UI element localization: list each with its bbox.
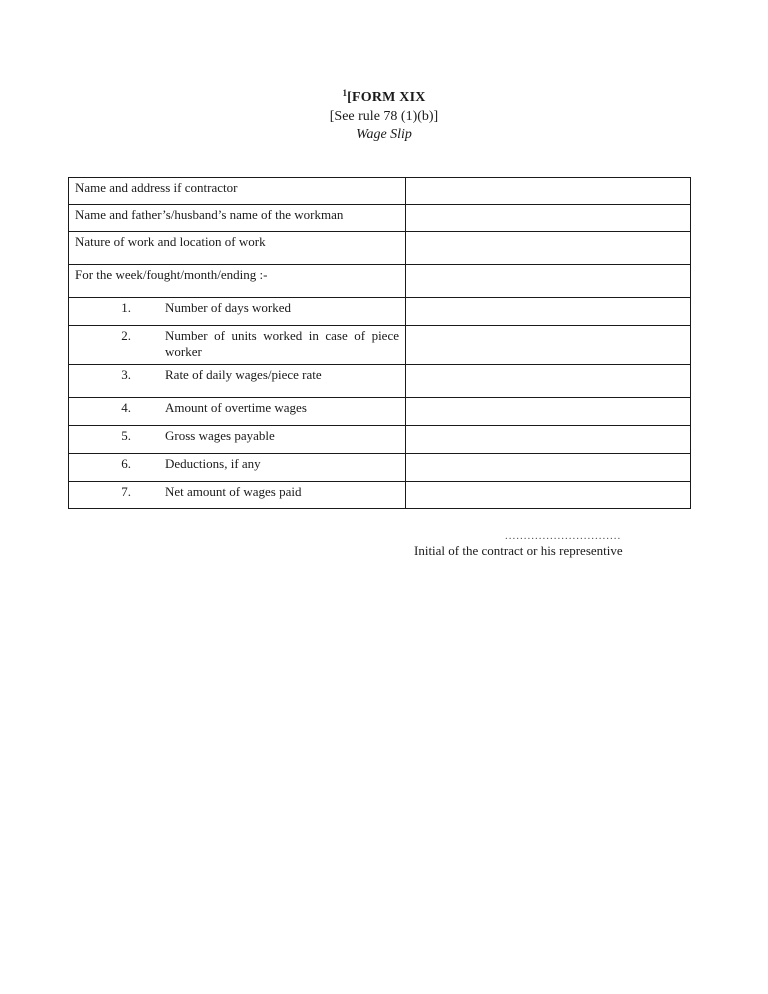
item-number: 6. xyxy=(121,456,131,471)
item-number: 2. xyxy=(121,328,131,343)
row-label: Name and address if contractor xyxy=(75,180,238,195)
item-label: Number of days worked xyxy=(165,300,291,315)
row-value-cell[interactable] xyxy=(406,232,691,265)
item-label-cell xyxy=(69,454,406,482)
item-number: 7. xyxy=(121,484,131,499)
form-title xyxy=(0,88,768,108)
row-label: For the week/fought/month/ending :- xyxy=(75,267,268,282)
item-number: 4. xyxy=(121,400,131,415)
table-row-nature-of-work xyxy=(69,232,691,265)
item-value-cell[interactable] xyxy=(406,426,691,454)
table-row-workman xyxy=(69,205,691,232)
item-label: Number of units worked in case of piece worker xyxy=(165,328,399,359)
item-label: Amount of overtime wages xyxy=(165,400,307,415)
row-label: Nature of work and location of work xyxy=(75,234,266,249)
item-label-cell xyxy=(69,398,406,426)
item-value-cell[interactable] xyxy=(406,326,691,365)
item-value xyxy=(406,426,690,428)
item-number: 1. xyxy=(121,300,131,315)
table-row-item-2 xyxy=(69,326,691,365)
signature-label: Initial of the contract or his representive xyxy=(414,543,623,558)
item-label-cell xyxy=(69,365,406,398)
item-value-cell[interactable] xyxy=(406,454,691,482)
row-value xyxy=(406,232,690,234)
row-value xyxy=(406,265,690,267)
item-number: 5. xyxy=(121,428,131,443)
item-value xyxy=(406,365,690,367)
table-row-item-7 xyxy=(69,482,691,509)
table-row-item-3 xyxy=(69,365,691,398)
item-label: Rate of daily wages/piece rate xyxy=(165,367,322,382)
item-value xyxy=(406,398,690,400)
item-label-cell xyxy=(69,482,406,509)
row-value xyxy=(406,178,690,180)
row-value-cell[interactable] xyxy=(406,178,691,205)
item-label-cell xyxy=(69,426,406,454)
item-value xyxy=(406,326,690,328)
item-value-cell[interactable] xyxy=(406,365,691,398)
row-value-cell[interactable] xyxy=(406,205,691,232)
item-label-cell xyxy=(69,326,406,365)
table-row-contractor xyxy=(69,178,691,205)
item-value-cell[interactable] xyxy=(406,482,691,509)
row-label-cell xyxy=(69,205,406,232)
row-label-cell xyxy=(69,178,406,205)
row-label-cell xyxy=(69,232,406,265)
item-number: 3. xyxy=(121,367,131,382)
item-value-cell[interactable] xyxy=(406,298,691,326)
table-row-period xyxy=(69,265,691,298)
row-label-cell xyxy=(69,265,406,298)
item-label: Net amount of wages paid xyxy=(165,484,302,499)
form-title-text: [FORM XIX xyxy=(347,90,426,105)
rule-reference: [See rule 78 (1)(b)] xyxy=(329,109,439,124)
item-value xyxy=(406,454,690,456)
row-label: Name and father’s/husband’s name of the workman xyxy=(75,207,344,222)
wage-slip-table xyxy=(68,177,691,509)
form-header xyxy=(0,88,768,144)
footnote-marker: 1 xyxy=(342,88,348,98)
item-value-cell[interactable] xyxy=(406,398,691,426)
form-caption: Wage Slip xyxy=(356,127,412,142)
table-row-item-4 xyxy=(69,398,691,426)
row-value xyxy=(406,205,690,207)
item-label: Gross wages payable xyxy=(165,428,275,443)
table-row-item-6 xyxy=(69,454,691,482)
row-value-cell[interactable] xyxy=(406,265,691,298)
table-row-item-1 xyxy=(69,298,691,326)
item-value xyxy=(406,482,690,484)
table-row-item-5 xyxy=(69,426,691,454)
signature-line: ............................... xyxy=(505,530,622,542)
item-label: Deductions, if any xyxy=(165,456,261,471)
item-label-cell xyxy=(69,298,406,326)
item-value xyxy=(406,298,690,300)
